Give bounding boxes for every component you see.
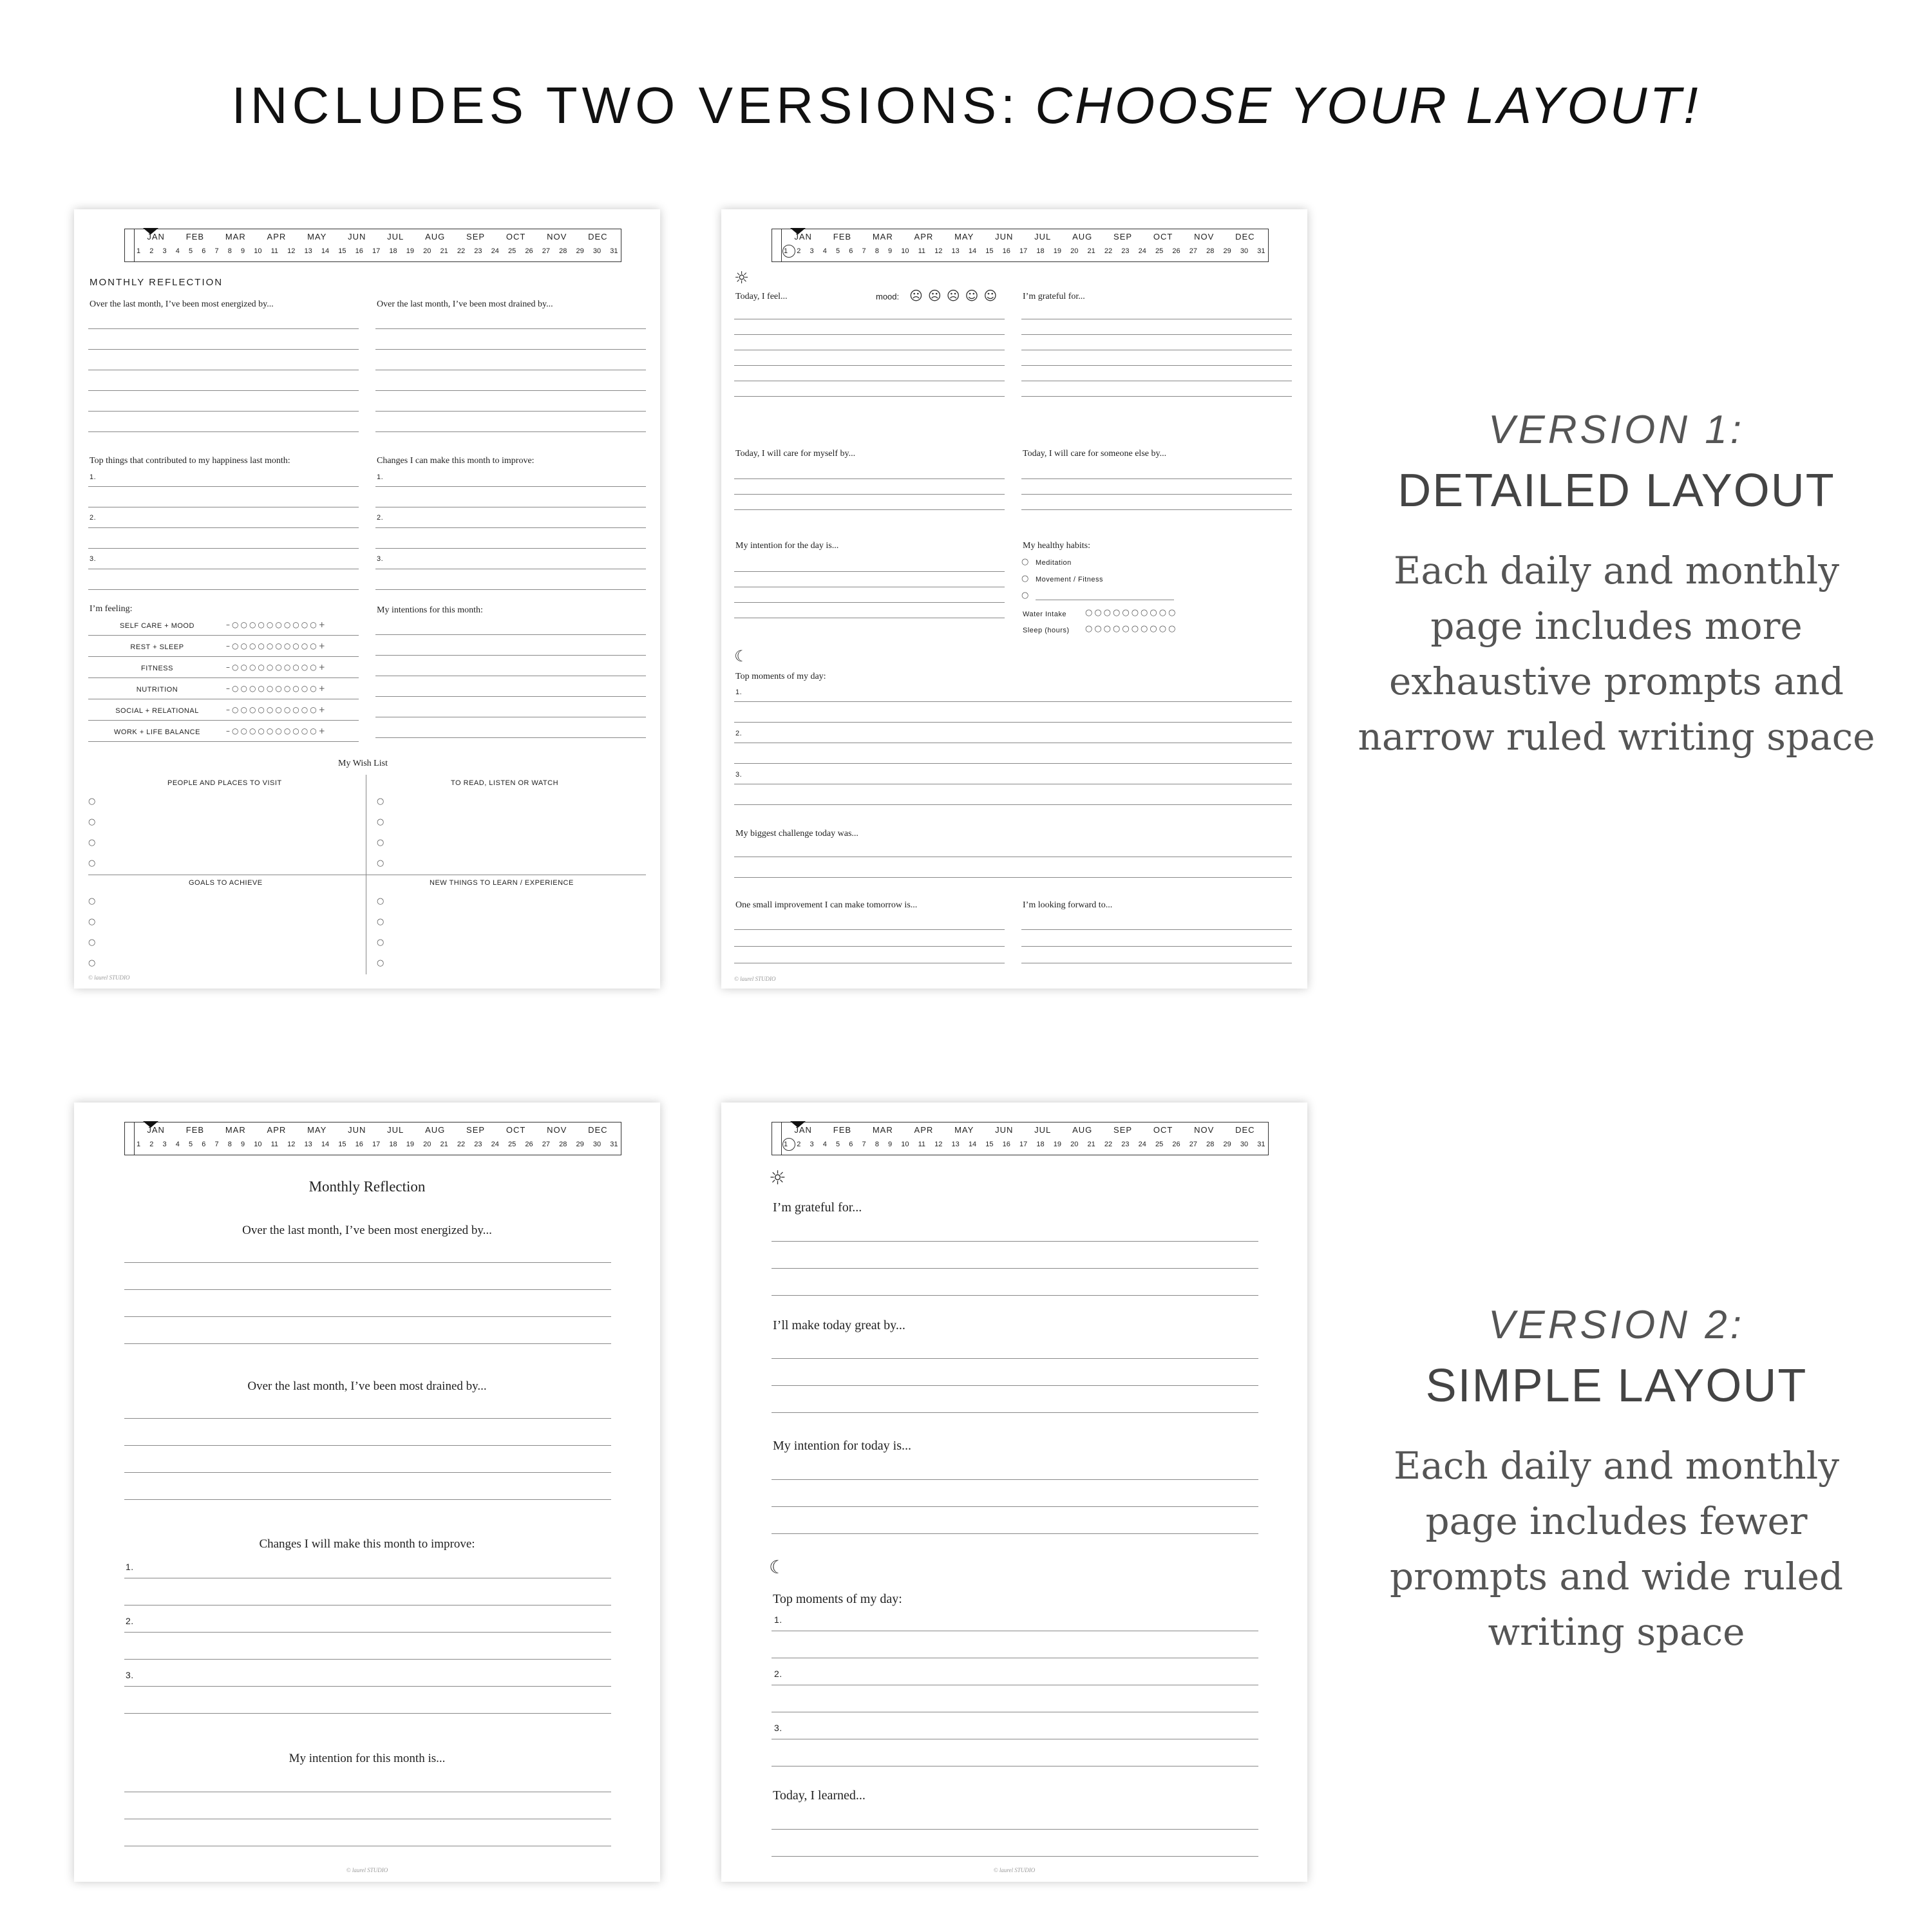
wishlist-goals-heading: GOALS TO ACHIEVE (189, 879, 263, 887)
calendar-day: 23 (474, 1141, 482, 1148)
wishlist-title: My Wish List (338, 759, 388, 768)
prompt-top-things: Top things that contributed to my happiness last month: (90, 456, 290, 466)
feeling-label: FITNESS (141, 665, 173, 672)
calendar-day: 20 (1070, 1141, 1079, 1148)
calendar-month: FEB (833, 1125, 852, 1135)
calendar-month: SEP (466, 1125, 486, 1135)
calendar-day: 31 (610, 247, 618, 255)
calendar-day: 13 (304, 1141, 312, 1148)
prompt-learned: Today, I learned... (773, 1788, 866, 1803)
prompt-changes: Changes I will make this month to improve: (259, 1537, 475, 1551)
calendar-day: 29 (576, 1141, 584, 1148)
calendar-day: 19 (1053, 1141, 1062, 1148)
calendar-day: 1 (784, 1141, 788, 1148)
calendar-day: 24 (491, 247, 499, 255)
prompt-intentions: My intentions for this month: (377, 605, 483, 615)
calendar-day: 9 (241, 1141, 245, 1148)
calendar-day: 10 (901, 1141, 909, 1148)
detailed-daily-page (721, 209, 1307, 989)
prompt-grateful: I’m grateful for... (1023, 292, 1085, 301)
calendar-day: 2 (149, 247, 154, 255)
calendar-day: 6 (849, 247, 853, 255)
number-3: 3. (126, 1670, 134, 1680)
calendar-day: 3 (162, 247, 167, 255)
calendar-month: JUL (387, 232, 404, 242)
calendar-strip (772, 1122, 1269, 1155)
calendar-day: 10 (901, 247, 909, 255)
feeling-line (88, 741, 359, 742)
calendar-month: NOV (1194, 1125, 1215, 1135)
calendar-day: 15 (985, 1141, 994, 1148)
calendar-day: 15 (338, 247, 346, 255)
calendar-day: 18 (389, 1141, 397, 1148)
calendar-day: 11 (918, 247, 926, 255)
prompt-forward: I’m looking forward to... (1023, 900, 1113, 910)
calendar-day: 29 (576, 247, 584, 255)
calendar-day: 22 (1104, 247, 1113, 255)
calendar-day: 25 (508, 247, 516, 255)
calendar-day: 2 (797, 247, 801, 255)
calendar-day: 29 (1223, 1141, 1231, 1148)
calendar-month: FEB (185, 1125, 205, 1135)
wishlist-people-heading: PEOPLE AND PLACES TO VISIT (167, 779, 282, 787)
habit-movement: Movement / Fitness (1036, 576, 1103, 583)
calendar-day: 19 (406, 1141, 415, 1148)
calendar-month: FEB (185, 232, 205, 242)
feeling-line (88, 720, 359, 721)
calendar-month: JUN (348, 232, 366, 242)
calendar-month: DEC (1235, 1125, 1255, 1135)
calendar-day: 12 (287, 247, 296, 255)
calendar-day: 26 (525, 247, 533, 255)
checkbox-icon: ○ (88, 797, 98, 806)
calendar-day: 26 (1172, 1141, 1180, 1148)
calendar-month: NOV (1194, 232, 1215, 242)
number-3: 3. (735, 771, 743, 779)
calendar-day: 28 (559, 1141, 567, 1148)
checkbox-icon: ○ (377, 817, 386, 827)
calendar-day: 7 (214, 1141, 219, 1148)
calendar-day: 11 (918, 1141, 926, 1148)
calendar-day: 8 (227, 1141, 232, 1148)
calendar-strip (124, 1122, 621, 1155)
calendar-month: DEC (588, 1125, 608, 1135)
calendar-month: MAR (872, 232, 893, 242)
headline-italic: CHOOSE YOUR LAYOUT! (1035, 77, 1701, 134)
checkbox-icon: ○ (377, 938, 386, 947)
feeling-line (88, 656, 359, 657)
calendar-day: 18 (1036, 247, 1045, 255)
moon-icon: ☾ (734, 647, 748, 665)
calendar-day: 16 (1002, 247, 1010, 255)
prompt-care-else: Today, I will care for someone else by... (1023, 449, 1167, 459)
prompt-drained: Over the last month, I’ve been most drained by... (377, 299, 553, 309)
calendar-day: 2 (797, 1141, 801, 1148)
footer-logo: © laurel STUDIO (88, 974, 130, 981)
sun-icon: ☼ (734, 269, 750, 288)
version1-text: Each daily and monthly page includes more exhaustive prompts and narrow ruled writing space (1358, 549, 1875, 759)
prompt-great: I’ll make today great by... (773, 1318, 905, 1332)
calendar-month: APR (914, 1125, 934, 1135)
calendar-month: JUN (348, 1125, 366, 1135)
wishlist-read-heading: TO READ, LISTEN OR WATCH (451, 779, 559, 787)
calendar-day: 19 (406, 247, 415, 255)
water-intake-label: Water Intake (1023, 611, 1066, 618)
calendar-day: 22 (457, 1141, 466, 1148)
checkbox-icon: ○ (88, 858, 98, 868)
number-1: 1. (774, 1615, 782, 1625)
prompt-top-moments: Top moments of my day: (735, 672, 826, 681)
checkbox-icon: ○ (88, 896, 98, 906)
calendar-month: MAY (307, 1125, 327, 1135)
calendar-day: 13 (951, 1141, 960, 1148)
checkbox-icon: ○ (377, 797, 386, 806)
number-3: 3. (774, 1723, 782, 1733)
footer-logo: © laurel STUDIO (993, 1867, 1036, 1873)
feeling-line (88, 677, 359, 678)
checkbox-icon: ○ (377, 917, 386, 927)
calendar-day: 3 (162, 1141, 167, 1148)
calendar-day: 29 (1223, 247, 1231, 255)
feeling-label: NUTRITION (136, 686, 178, 694)
checkbox-icon: ○ (88, 938, 98, 947)
calendar-day: 16 (1002, 1141, 1010, 1148)
checkbox-icon: ○ (88, 838, 98, 848)
prompt-grateful: I’m grateful for... (773, 1200, 862, 1215)
page-title: Monthly Reflection (308, 1179, 426, 1195)
calendar-day: 12 (934, 247, 943, 255)
calendar-day: 9 (888, 247, 893, 255)
calendar-day: 21 (1087, 247, 1095, 255)
calendar-day: 14 (321, 1141, 330, 1148)
calendar-strip (124, 229, 621, 262)
calendar-day: 31 (1257, 247, 1265, 255)
calendar-month: NOV (547, 232, 567, 242)
number-1: 1. (126, 1562, 134, 1572)
checkbox-icon: ○ (88, 958, 98, 968)
version2-title: SIMPLE LAYOUT (1425, 1360, 1808, 1412)
checkbox-icon: ○ (377, 838, 386, 848)
calendar-day: 13 (951, 247, 960, 255)
simple-daily-page (721, 1103, 1307, 1882)
calendar-month: OCT (506, 232, 526, 242)
calendar-day: 24 (491, 1141, 499, 1148)
calendar-day: 22 (1104, 1141, 1113, 1148)
calendar-day: 20 (423, 1141, 431, 1148)
calendar-day: 27 (542, 247, 551, 255)
feeling-label: WORK + LIFE BALANCE (114, 728, 200, 736)
footer-logo: © laurel STUDIO (346, 1867, 388, 1873)
rating-circles-icon: –○○○○○○○○○○+ (226, 726, 327, 735)
calendar-day: 30 (592, 247, 601, 255)
number-2: 2. (126, 1616, 134, 1626)
prompt-challenge: My biggest challenge today was... (735, 829, 858, 838)
sun-icon: ☼ (769, 1167, 786, 1189)
checkbox-icon: ○ (377, 858, 386, 868)
prompt-habits: My healthy habits: (1023, 541, 1090, 551)
footer-logo: © laurel STUDIO (734, 976, 776, 982)
calendar-day: 24 (1138, 1141, 1146, 1148)
moon-icon: ☾ (769, 1557, 786, 1578)
prompt-top-moments: Top moments of my day: (773, 1592, 902, 1606)
prompt-intention: My intention for this month is... (289, 1752, 446, 1765)
calendar-day: 1 (784, 247, 788, 255)
calendar-day: 31 (1257, 1141, 1265, 1148)
calendar-month: APR (914, 232, 934, 242)
rating-circles-icon: –○○○○○○○○○○+ (226, 705, 327, 714)
calendar-day: 24 (1138, 247, 1146, 255)
calendar-day: 5 (836, 247, 840, 255)
calendar-month: OCT (1153, 232, 1173, 242)
rating-circles-icon: –○○○○○○○○○○+ (226, 663, 327, 672)
version2-label: VERSION 2: (1488, 1303, 1745, 1347)
prompt-intention: My intention for the day is... (735, 541, 839, 551)
prompt-energized: Over the last month, I’ve been most energized by... (242, 1224, 492, 1237)
feeling-label: SELF CARE + MOOD (120, 622, 194, 630)
calendar-month: JUN (995, 1125, 1014, 1135)
number-2: 2. (377, 514, 384, 522)
calendar-day: 14 (968, 247, 977, 255)
calendar-day: 17 (372, 247, 381, 255)
calendar-month: AUG (425, 232, 446, 242)
rating-circles-icon: –○○○○○○○○○○+ (226, 684, 327, 693)
calendar-month: OCT (506, 1125, 526, 1135)
calendar-day: 22 (457, 247, 466, 255)
calendar-day: 7 (862, 247, 866, 255)
calendar-day: 14 (968, 1141, 977, 1148)
habit-checkbox-icon: ○ (1021, 574, 1031, 583)
feeling-line (88, 635, 359, 636)
calendar-day: 20 (423, 247, 431, 255)
sleep-circles-icon: ○○○○○○○○○○ (1085, 624, 1178, 634)
calendar-day: 18 (389, 247, 397, 255)
calendar-day: 26 (1172, 247, 1180, 255)
calendar-month: JAN (794, 232, 812, 242)
calendar-strip (772, 229, 1269, 262)
calendar-month: AUG (1072, 1125, 1093, 1135)
calendar-month: APR (267, 232, 287, 242)
feeling-label: REST + SLEEP (130, 643, 184, 651)
calendar-month: JUN (995, 232, 1014, 242)
calendar-day: 12 (934, 1141, 943, 1148)
calendar-month: DEC (588, 232, 608, 242)
calendar-month: AUG (1072, 232, 1093, 242)
calendar-day: 11 (270, 247, 279, 255)
wishlist-new-heading: NEW THINGS TO LEARN / EXPERIENCE (430, 879, 574, 887)
version2-text: Each daily and monthly page includes fewer prompts and wide ruled writing space (1389, 1444, 1844, 1654)
calendar-day: 15 (338, 1141, 346, 1148)
calendar-day: 25 (508, 1141, 516, 1148)
checkbox-icon: ○ (377, 958, 386, 968)
calendar-month: JAN (147, 1125, 165, 1135)
headline (0, 76, 1932, 135)
calendar-month: MAR (225, 1125, 246, 1135)
simple-monthly-page (74, 1103, 660, 1882)
calendar-day: 8 (227, 247, 232, 255)
number-2: 2. (90, 514, 97, 522)
calendar-day: 21 (440, 1141, 448, 1148)
calendar-month: NOV (547, 1125, 567, 1135)
calendar-day: 17 (1019, 1141, 1028, 1148)
calendar-day: 26 (525, 1141, 533, 1148)
calendar-day: 21 (440, 247, 448, 255)
calendar-month: MAY (307, 232, 327, 242)
calendar-day: 4 (175, 247, 180, 255)
calendar-day: 27 (1189, 1141, 1198, 1148)
calendar-day: 4 (822, 247, 827, 255)
prompt-improvement: One small improvement I can make tomorrow is... (735, 900, 918, 910)
calendar-day: 31 (610, 1141, 618, 1148)
calendar-day: 3 (810, 1141, 814, 1148)
calendar-day: 17 (1019, 247, 1028, 255)
prompt-changes: Changes I can make this month to improve: (377, 456, 535, 466)
calendar-month: DEC (1235, 232, 1255, 242)
calendar-day: 2 (149, 1141, 154, 1148)
prompt-care-self: Today, I will care for myself by... (735, 449, 856, 459)
calendar-day: 20 (1070, 247, 1079, 255)
calendar-day: 28 (1206, 1141, 1215, 1148)
checkbox-icon: ○ (88, 917, 98, 927)
calendar-day: 23 (1121, 1141, 1130, 1148)
calendar-day: 16 (355, 1141, 363, 1148)
calendar-day: 27 (1189, 247, 1198, 255)
calendar-day: 1 (137, 1141, 141, 1148)
calendar-month: SEP (466, 232, 486, 242)
calendar-month: JUL (1034, 1125, 1052, 1135)
number-2: 2. (735, 730, 743, 737)
prompt-today-feel: Today, I feel... (735, 292, 788, 301)
calendar-month: JAN (794, 1125, 812, 1135)
headline-main: INCLUDES TWO VERSIONS: (231, 77, 1020, 134)
calendar-month: MAY (954, 232, 974, 242)
number-1: 1. (735, 688, 743, 696)
calendar-day: 16 (355, 247, 363, 255)
calendar-month: MAR (872, 1125, 893, 1135)
prompt-energized: Over the last month, I’ve been most energized by... (90, 299, 274, 309)
feeling-label: SOCIAL + RELATIONAL (115, 707, 199, 715)
calendar-day: 19 (1053, 247, 1062, 255)
calendar-month: JUL (1034, 232, 1052, 242)
calendar-day: 12 (287, 1141, 296, 1148)
calendar-day: 1 (137, 247, 141, 255)
rating-circles-icon: –○○○○○○○○○○+ (226, 620, 327, 629)
calendar-month: AUG (425, 1125, 446, 1135)
calendar-day: 5 (189, 1141, 193, 1148)
version1-title: DETAILED LAYOUT (1397, 465, 1835, 516)
mood-label: mood: (876, 292, 900, 301)
calendar-month: MAY (954, 1125, 974, 1135)
prompt-drained: Over the last month, I’ve been most drained by... (247, 1379, 487, 1393)
number-1: 1. (90, 473, 97, 481)
number-3: 3. (377, 555, 384, 563)
calendar-month: MAR (225, 232, 246, 242)
mood-faces-icon: ☹☹☹☺☺ (909, 288, 1003, 303)
rating-circles-icon: –○○○○○○○○○○+ (226, 641, 327, 650)
version1-description (1346, 407, 1887, 764)
prompt-feeling: I’m feeling: (90, 604, 133, 614)
calendar-day: 7 (862, 1141, 866, 1148)
calendar-day: 8 (875, 247, 879, 255)
version1-label: VERSION 1: (1488, 408, 1745, 452)
version2-description (1346, 1302, 1887, 1660)
calendar-month: SEP (1113, 1125, 1133, 1135)
checkbox-icon: ○ (88, 817, 98, 827)
calendar-day: 9 (888, 1141, 893, 1148)
calendar-day: 10 (254, 1141, 262, 1148)
number-2: 2. (774, 1669, 782, 1679)
calendar-day: 7 (214, 247, 219, 255)
calendar-day: 23 (474, 247, 482, 255)
habit-checkbox-icon: ○ (1021, 591, 1031, 600)
sleep-hours-label: Sleep (hours) (1023, 627, 1070, 634)
habit-meditation: Meditation (1036, 559, 1072, 567)
calendar-day: 30 (1240, 1141, 1249, 1148)
prompt-intention: My intention for today is... (773, 1439, 911, 1453)
calendar-day: 14 (321, 247, 330, 255)
calendar-day: 25 (1155, 247, 1164, 255)
calendar-day: 4 (175, 1141, 180, 1148)
calendar-month: APR (267, 1125, 287, 1135)
calendar-day: 11 (270, 1141, 279, 1148)
calendar-day: 6 (849, 1141, 853, 1148)
detailed-monthly-page (74, 209, 660, 989)
calendar-month: JAN (147, 232, 165, 242)
calendar-month: OCT (1153, 1125, 1173, 1135)
calendar-day: 28 (1206, 247, 1215, 255)
calendar-day: 15 (985, 247, 994, 255)
calendar-day: 30 (592, 1141, 601, 1148)
calendar-day: 18 (1036, 1141, 1045, 1148)
calendar-month: FEB (833, 232, 852, 242)
calendar-day: 5 (189, 247, 193, 255)
calendar-day: 23 (1121, 247, 1130, 255)
calendar-day: 6 (202, 1141, 206, 1148)
calendar-day: 28 (559, 247, 567, 255)
water-circles-icon: ○○○○○○○○○○ (1085, 608, 1178, 618)
calendar-day: 5 (836, 1141, 840, 1148)
calendar-day: 21 (1087, 1141, 1095, 1148)
habit-checkbox-icon: ○ (1021, 557, 1031, 567)
calendar-day: 25 (1155, 1141, 1164, 1148)
number-1: 1. (377, 473, 384, 481)
calendar-month: JUL (387, 1125, 404, 1135)
calendar-day: 8 (875, 1141, 879, 1148)
calendar-day: 17 (372, 1141, 381, 1148)
calendar-month: SEP (1113, 232, 1133, 242)
page-title: MONTHLY REFLECTION (90, 277, 223, 288)
number-3: 3. (90, 555, 97, 563)
calendar-day: 10 (254, 247, 262, 255)
checkbox-icon: ○ (377, 896, 386, 906)
calendar-day: 30 (1240, 247, 1249, 255)
calendar-day: 6 (202, 247, 206, 255)
calendar-day: 9 (241, 247, 245, 255)
calendar-day: 4 (822, 1141, 827, 1148)
calendar-day: 27 (542, 1141, 551, 1148)
calendar-day: 13 (304, 247, 312, 255)
calendar-day: 3 (810, 247, 814, 255)
